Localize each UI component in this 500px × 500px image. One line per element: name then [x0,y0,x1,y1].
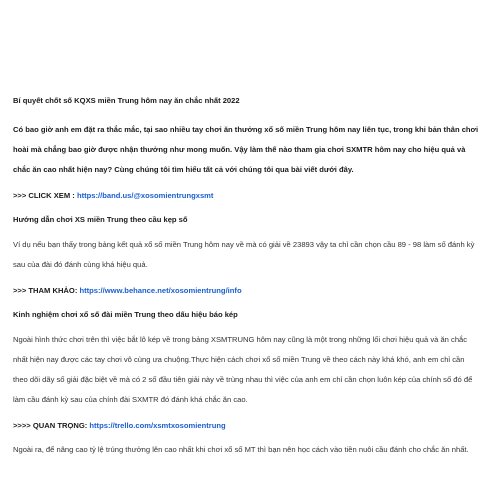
article-title: Bí quyết chốt số KQXS miền Trung hôm nay ăn chắc nhất 2022 [13,96,240,105]
link-prefix-1: >>> CLICK XEM : [13,191,77,200]
link-line-3 [13,416,479,436]
article [13,91,479,460]
behance-link[interactable]: https://www.behance.net/xosomientrung/info [79,286,242,295]
link-prefix-2: >>> THAM KHẢO: [13,286,80,295]
link-prefix-3: >>>> QUAN TRỌNG: [13,421,90,430]
band-link[interactable]: https://band.us/@xosomientrungxsmt [76,191,214,200]
section-heading-1: Hướng dẫn chơi XS miền Trung theo cầu kẹp số [13,215,188,224]
link-line-2 [13,281,479,301]
paragraph-1: Ví dụ nếu bạn thấy trong bảng kết quả xổ số miền Trung hôm nay về mà có giải về 23893 vậy ta chỉ cần chọn cầu 89 - 98 làm số đánh kỳ sau của đài đó đánh cùng khá hiệu quả. [13,240,475,269]
link-line-1 [13,186,479,206]
article-intro: Có bao giờ anh em đặt ra thắc mắc, tại sao nhiều tay chơi ăn thưởng xổ số miền Trung hôm nay liên tục, trong khi bản thân chơi hoài mà chẳng bao giờ được nhận thưởng như mong muốn. Vậy làm thế nào tham gia chơi SXMTR hôm nay cho hiệu quả và chắc ăn cao nhất hiện nay? Cùng chúng tôi tìm hiểu tất cả với chúng tôi qua bài viết dưới đây. [13,125,479,174]
paragraph-3: Ngoài ra, để nâng cao tỷ lệ trúng thưởng lên cao nhất khi chơi xổ số MT thì bạn nên học cách vào tiền nuôi cầu đánh cho chắc ăn nhất. [13,445,469,454]
trello-link[interactable]: https://trello.com/xsmtxosomientrung [89,421,226,430]
section-heading-2: Kinh nghiệm chơi xổ số đài miền Trung theo dấu hiệu báo kép [13,310,238,319]
paragraph-2: Ngoài hình thức chơi trên thì việc bắt lô kép về trong bảng XSMTRUNG hôm nay cũng là một trong những lối chơi hiệu quả và ăn chắc nhất hiện nay được các tay chơi vô cùng ưa chuộng.Thực hiện cách chơi xổ số miền Trung về theo cách này khá khó, anh em chỉ cần theo dõi dãy số giải đặc biệt về mà có 2 số đầu tiên giải này về trùng nhau thì việc của anh em chỉ cần chọn luôn kép của chính số đó để làm cầu đánh kỳ sau của chính đài SXMTR đó đánh khá chắc ăn cao. [13,335,473,404]
